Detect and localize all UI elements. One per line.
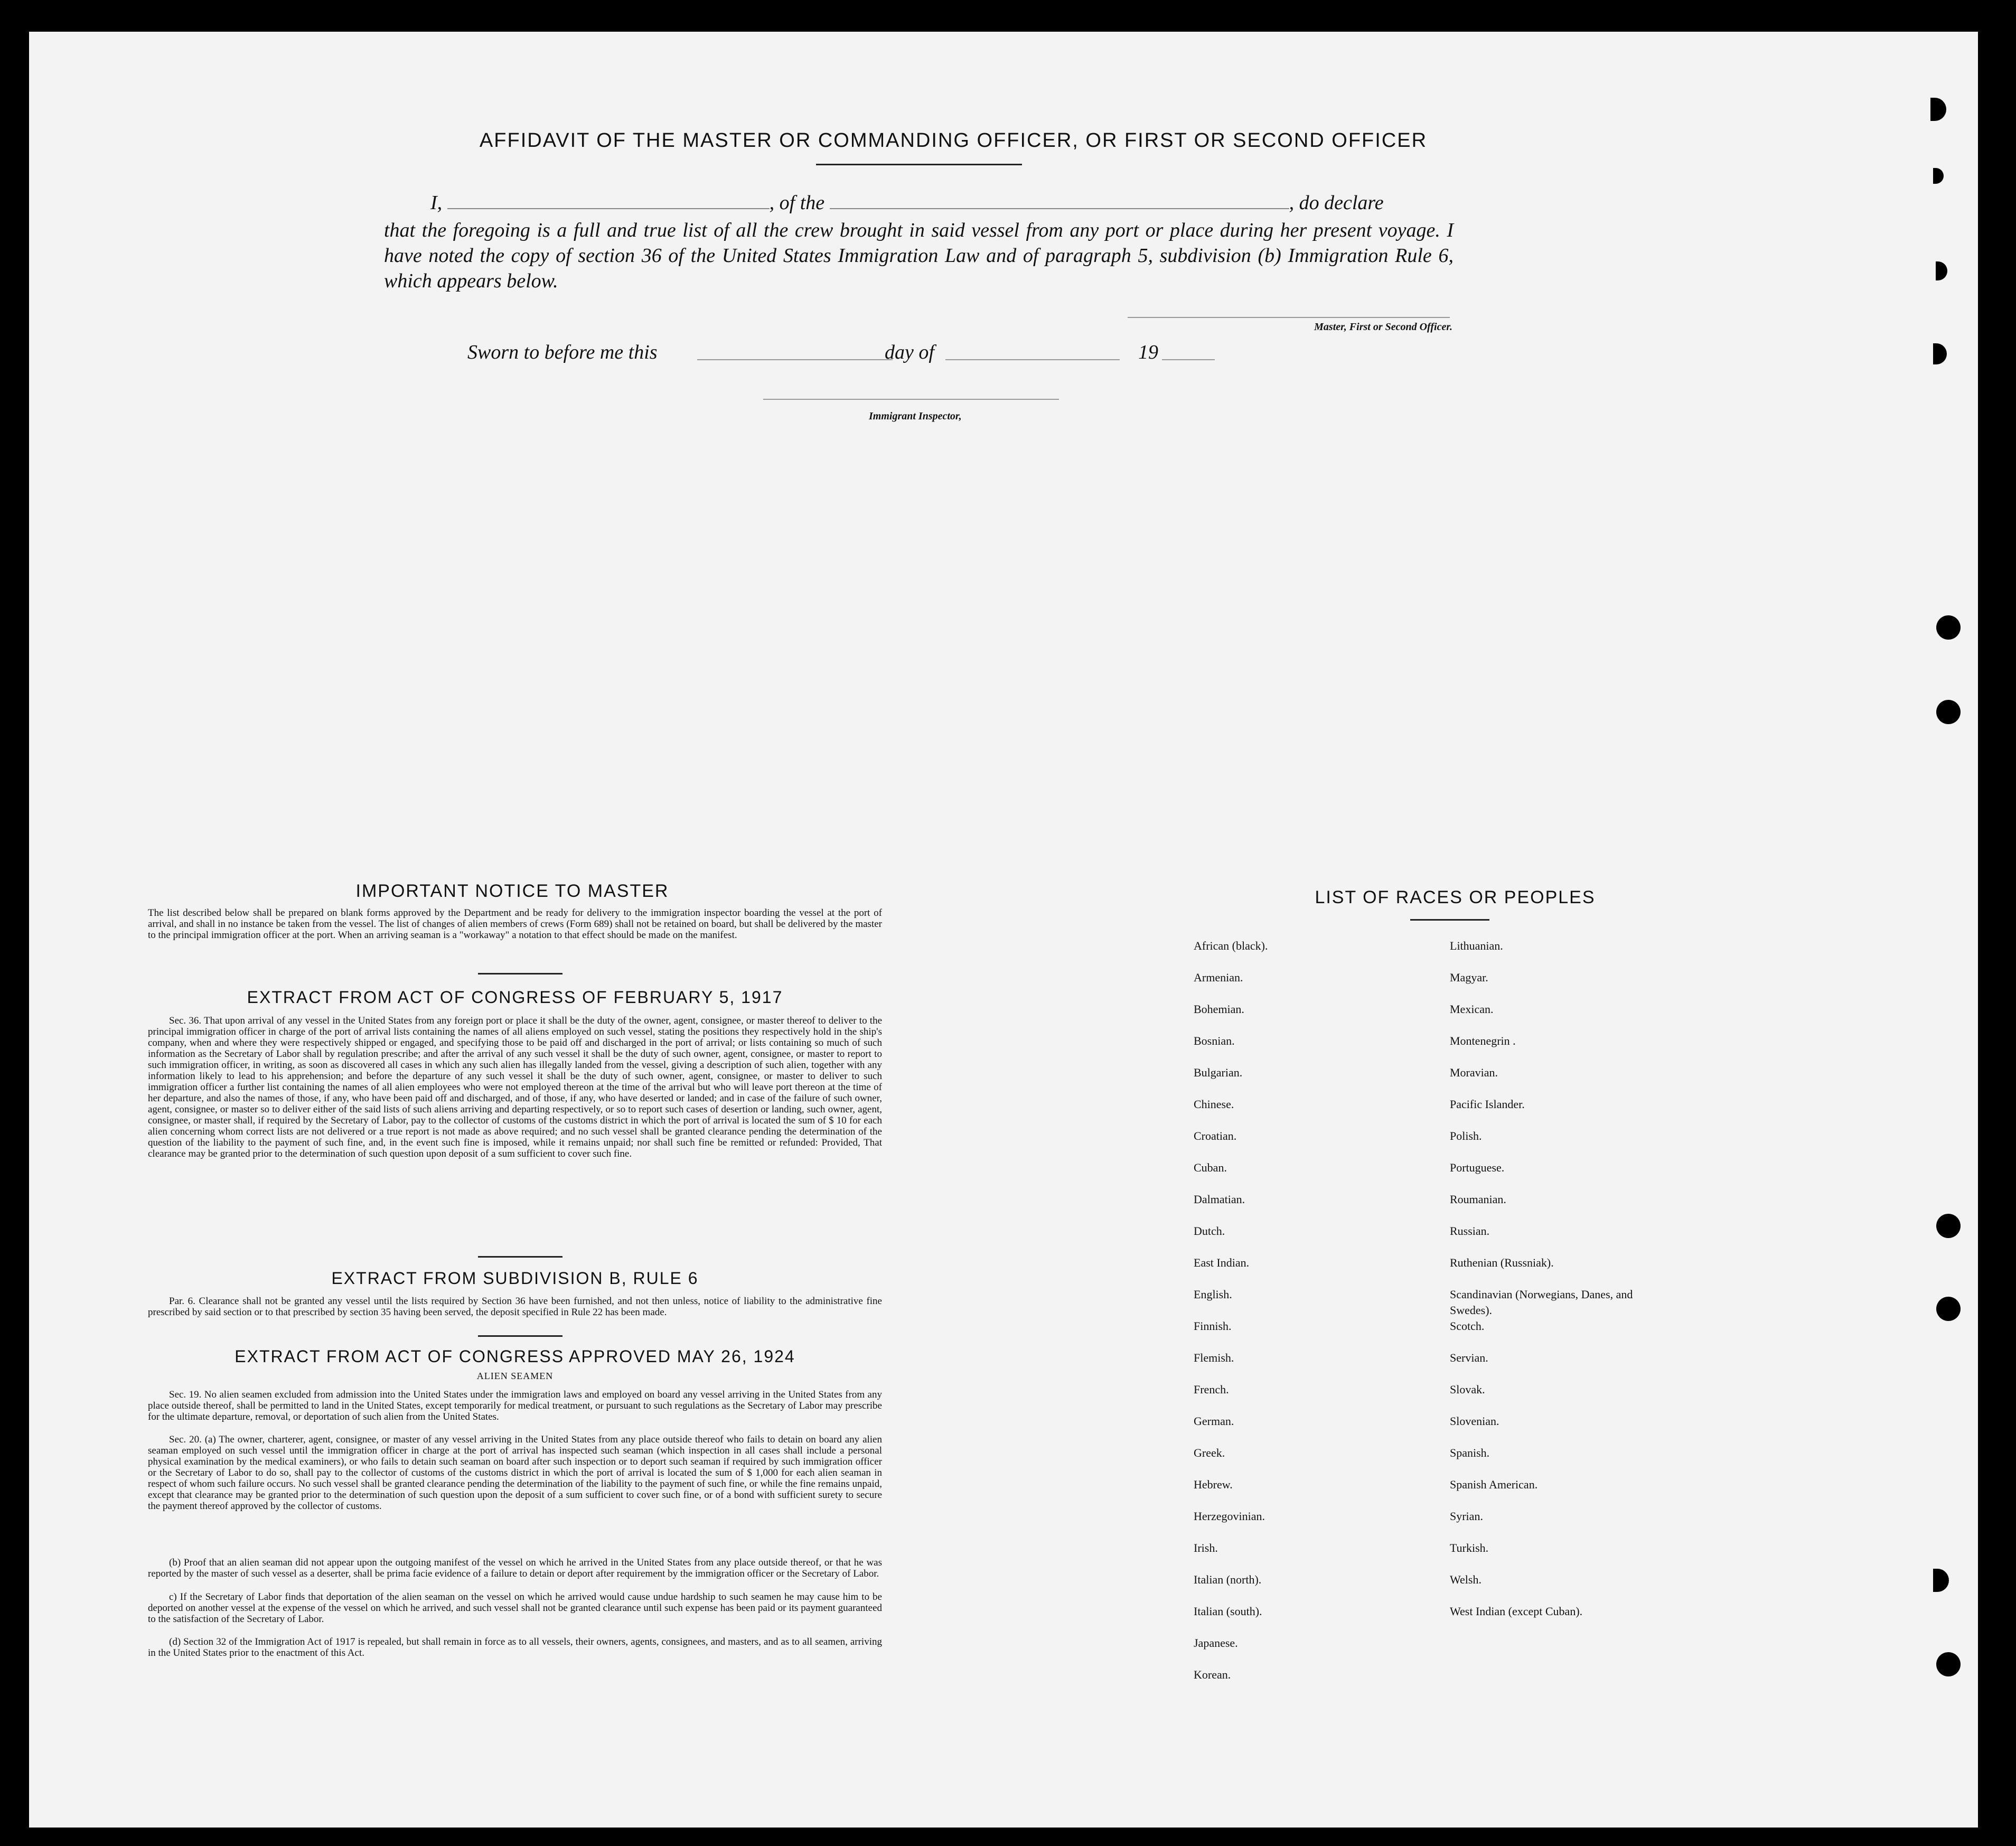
- title-underline: [816, 164, 1022, 165]
- sworn-day-blank[interactable]: [697, 359, 893, 360]
- race-item: Armenian.: [1194, 971, 1243, 984]
- race-item: Dalmatian.: [1194, 1193, 1245, 1206]
- race-item: German.: [1194, 1414, 1234, 1428]
- bleed-through-text: [1048, 430, 1052, 447]
- race-item: Finnish.: [1194, 1319, 1232, 1333]
- extract-1924-sec20d: (d) Section 32 of the Immigration Act of 1917 is repealed, but shall remain in force as to all vessels, their owners, agents, consignees, and masters, and as to all seamen, arriving in the United States prior to the enactment of this Act.: [148, 1636, 882, 1658]
- extract-rule6-rule: [478, 1335, 562, 1337]
- binder-hole: [1936, 1297, 1961, 1321]
- race-item: Scotch.: [1450, 1319, 1485, 1333]
- race-item: Servian.: [1450, 1351, 1488, 1364]
- race-item: Flemish.: [1194, 1351, 1234, 1364]
- declare-body: that the foregoing is a full and true list of all the crew brought in said vessel from any port or place during her present voyage. I have noted the copy of section 36 of the United States Immigration Law and of paragraph 5, subdivision (b) Immigration Rule 6, which appears below.: [384, 219, 1454, 292]
- extract-rule6-title: EXTRACT FROM SUBDIVISION B, RULE 6: [331, 1269, 699, 1288]
- race-item: Montenegrin .: [1450, 1034, 1516, 1047]
- notice-title: IMPORTANT NOTICE TO MASTER: [355, 881, 669, 901]
- day-of-text: day of: [885, 341, 934, 363]
- race-item: Slovak.: [1450, 1383, 1485, 1396]
- race-item: Pacific Islander.: [1450, 1098, 1525, 1111]
- race-item: Syrian.: [1450, 1510, 1483, 1523]
- race-item: Portuguese.: [1450, 1161, 1505, 1174]
- race-item: Bulgarian.: [1194, 1066, 1243, 1079]
- extract-1924-sec20b: (b) Proof that an alien seaman did not appear upon the outgoing manifest of the vessel on which he arrived in the United States from any place outside thereof, or that he was reported by the master of such vessel as a deserter, shall be prima facie evidence of a failure to detain or deport after requirement by the immigration officer or the Secretary of Labor.: [148, 1557, 882, 1579]
- race-item: Ruthenian (Russniak).: [1450, 1256, 1554, 1269]
- extract-1924-sec20c: c) If the Secretary of Labor finds that deportation of the alien seaman on the vessel on which he arrived would cause undue hardship to such seamen he may cause him to be deported on another vessel at the expense of the vessel on which he arrived, and such vessel shall not be granted clearance until such expense has been paid or its payment guaranteed to the satisfaction of the Secretary of Labor.: [148, 1591, 882, 1625]
- race-item: Dutch.: [1194, 1224, 1225, 1238]
- race-item: Irish.: [1194, 1541, 1218, 1554]
- race-item: Roumanian.: [1450, 1193, 1506, 1206]
- notice-rule: [478, 973, 562, 974]
- race-item: Chinese.: [1194, 1098, 1234, 1111]
- race-item: Herzegovinian.: [1194, 1510, 1265, 1523]
- race-item: African (black).: [1194, 939, 1268, 952]
- race-item: Italian (south).: [1194, 1605, 1262, 1618]
- race-item: Hebrew.: [1194, 1478, 1233, 1491]
- signature-label: Master, First or Second Officer.: [1314, 321, 1452, 333]
- extract-1924-sec19: Sec. 19. No alien seamen excluded from admission into the United States under the immigration laws and employed on board any vessel arriving in the United States from any place outside thereof, shall be permitted to land in the United States, except temporarily for medical treatment, or pursuant to such regulations as the Secretary of Labor may prescribe for the ultimate departure, removal, or deportation of such alien from the United States.: [148, 1389, 882, 1422]
- races-right-column: [1450, 938, 1672, 1635]
- race-item: Bosnian.: [1194, 1034, 1235, 1047]
- binder-hole: [1936, 1652, 1961, 1676]
- declare-i: I,: [430, 192, 443, 214]
- race-item: Magyar.: [1450, 971, 1488, 984]
- race-item: French.: [1194, 1383, 1229, 1396]
- extract-1924-subtitle: ALIEN SEAMEN: [476, 1371, 554, 1381]
- race-item: Italian (north).: [1194, 1573, 1262, 1586]
- race-item: Welsh.: [1450, 1573, 1481, 1586]
- declare-line: [430, 190, 1452, 215]
- race-item: Bohemian.: [1194, 1002, 1244, 1016]
- notice-text: The list described below shall be prepared on blank forms approved by the Department and be ready for delivery to the immigration inspector boarding the vessel at the port of arrival, and shall in no instance be taken from the vessel. The list of changes of alien members of crews (Form 689) shall not be retained on board, but shall be delivered by the master to the principal immigration officer at the port. When an arriving seaman is a "workaway" a notation to that effect should be made on the manifest.: [148, 907, 882, 941]
- binder-hole: [1936, 1214, 1961, 1238]
- extract-1917-text: Sec. 36. That upon arrival of any vessel in the United States from any foreign port or place it shall be the duty of the owner, agent, consignee, or master thereof to deliver to the principal immigration officer in charge of the port of arrival lists containing the names of all aliens employed on such vessel, stating the positions they respectively hold in the ship's company, when and where they were respectively shipped or engaged, and specifying those to be paid off and discharged in the port of arrival; or lists containing so much of such information as the Secretary of Labor shall by regulation prescribe; and after the arrival of any such vessel it shall be the duty of such owner, agent, consignee, or master to report to such immigration officer, in writing, as soon as discovered all cases in which any such alien has illegally landed from the vessel, giving a description of such alien, together with any information likely to lead to his apprehension; and before the departure of any such vessel it shall be the duty of such owner, agent, consignee, or master to deliver to such immigration officer a further list containing the names of all alien employees who were not employed thereon at the time of the arrival but who will leave port thereon at the time of her departure, and also the names of those, if any, who have been paid off and discharged, and of those, if any, who have deserted or landed; and in case of the failure of such owner, agent, consignee, or master so to deliver either of the said lists of such aliens arriving and departing respectively, or so to report such cases of desertion or landing, such owner, agent, consignee, or master shall, if required by the Secretary of Labor, pay to the collector of customs of the customs district in which the port of arrival is located the sum of $ 10 for each alien concerning whom correct lists are not delivered or a true report is not made as above required; and no such vessel shall be granted clearance pending the determination of the question of the liability to the payment of such fine, and, in the event such fine is imposed, while it remains unpaid; nor shall such fine be remitted or refunded: Provided, That clearance may be granted prior to the determination of such question upon deposit of a sum sufficient to cover such fine.: [148, 1015, 882, 1159]
- race-item: East Indian.: [1194, 1256, 1250, 1269]
- binder-hole: [1936, 615, 1961, 640]
- race-item: Korean.: [1194, 1668, 1231, 1681]
- dash-grid: [283, 454, 1867, 494]
- race-item: West Indian (except Cuban).: [1450, 1605, 1583, 1618]
- declare-of-the: , of the: [769, 192, 825, 214]
- race-item: Spanish American.: [1450, 1478, 1538, 1491]
- races-rule: [1410, 919, 1489, 921]
- year-text: 19: [1138, 341, 1158, 363]
- race-item: Croatian.: [1194, 1129, 1237, 1142]
- inspector-label: Immigrant Inspector,: [869, 410, 962, 422]
- races-title: LIST OF RACES OR PEOPLES: [1315, 887, 1596, 907]
- race-item: Russian.: [1450, 1224, 1490, 1238]
- race-item: Spanish.: [1450, 1446, 1490, 1459]
- races-left-column: [1194, 938, 1373, 1699]
- race-item: English.: [1194, 1288, 1232, 1301]
- inspector-line[interactable]: [763, 399, 1059, 400]
- race-item: Lithuanian.: [1450, 939, 1503, 952]
- race-item: Cuban.: [1194, 1161, 1227, 1174]
- race-item: Turkish.: [1450, 1541, 1489, 1554]
- vessel-blank[interactable]: [830, 194, 1289, 209]
- extract-1917-title: EXTRACT FROM ACT OF CONGRESS OF FEBRUARY 5, 1917: [247, 988, 783, 1007]
- signature-line[interactable]: [1128, 317, 1450, 318]
- name-blank[interactable]: [447, 194, 770, 209]
- race-item: Mexican.: [1450, 1002, 1494, 1016]
- binder-hole: [1936, 700, 1961, 724]
- race-item: Scandinavian (Norwegians, Danes, and Swedes).: [1450, 1288, 1633, 1317]
- race-item: Greek.: [1194, 1446, 1225, 1459]
- extract-1924-title: EXTRACT FROM ACT OF CONGRESS APPROVED MAY 26, 1924: [235, 1347, 795, 1366]
- year-blank[interactable]: [1162, 359, 1215, 360]
- race-item: Moravian.: [1450, 1066, 1498, 1079]
- race-item: Polish.: [1450, 1129, 1482, 1142]
- declare-end: , do declare: [1289, 192, 1384, 214]
- extract-rule6-text: Par. 6. Clearance shall not be granted any vessel until the lists required by Section 36 have been furnished, and not then unless, notice of liability to the administrative fine prescribed by said section or to that prescribed by section 35 having been served, the deposit specified in Rule 22 has been made.: [148, 1296, 882, 1318]
- extract-1917-rule: [478, 1256, 562, 1258]
- sworn-text: Sworn to before me this: [467, 341, 658, 363]
- sworn-month-blank[interactable]: [945, 359, 1120, 360]
- race-item: Japanese.: [1194, 1636, 1238, 1650]
- document-page: [29, 32, 1978, 1828]
- race-item: Slovenian.: [1450, 1414, 1499, 1428]
- extract-1924-sec20a: Sec. 20. (a) The owner, charterer, agent, consignee, or master of any vessel arriving in the United States from any place outside thereof who fails to detain on board any alien seaman employed on such vessel until the immigration officer in charge at the port of arrival has inspected such seaman (which inspection in all cases shall include a personal physical examination by the medical examiners), or who fails to detain such seaman on board after such inspection or to deport such seaman if required by such immigration officer or the Secretary of Labor to do so, shall pay to the collector of customs of the customs district in which the port of arrival is located the sum of $ 1,000 for each alien seaman in respect of whom such failure occurs. No such vessel shall be granted clearance pending the determination of the liability to the payment of such fine, or while the fine remains unpaid, except that clearance may be granted prior to the determination of such question upon the deposit of a sum sufficient to cover such fine, or of a bond with sufficient surety to secure the payment thereof approved by the collector of customs.: [148, 1434, 882, 1512]
- affidavit-title: AFFIDAVIT OF THE MASTER OR COMMANDING OFFICER, OR FIRST OR SECOND OFFICER: [479, 129, 1428, 152]
